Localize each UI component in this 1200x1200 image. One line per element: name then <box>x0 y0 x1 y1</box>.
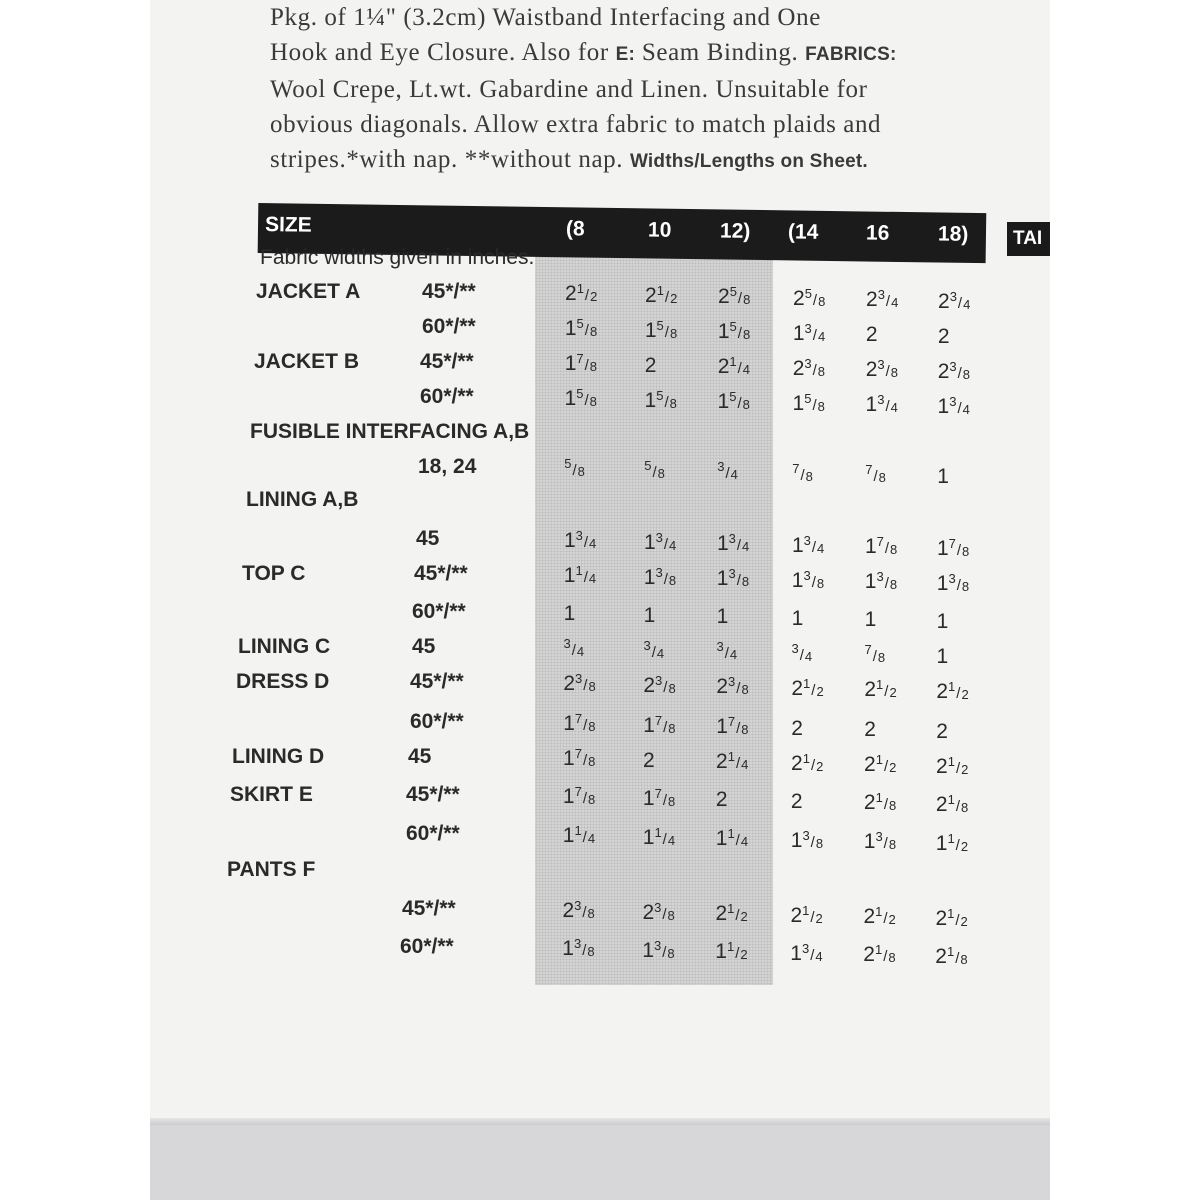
yardage-value: 1 <box>643 603 656 627</box>
yardage-value: $1^7/_8$ <box>864 534 898 559</box>
yardage-value: $1^5/_8$ <box>564 316 598 340</box>
fabric-width: 60*/** <box>400 935 454 958</box>
fabric-width: 60*/** <box>410 710 464 733</box>
yardage-value: $2^1/_8$ <box>935 944 968 968</box>
yardage-value: $1^3/_4$ <box>563 528 597 552</box>
yardage-value: 2 <box>865 323 878 347</box>
yardage-value: 2 <box>791 716 803 740</box>
fabric-width: 45*/** <box>414 562 468 585</box>
yardage-value: $2^1/_2$ <box>936 754 969 778</box>
yardage-value: $^3/_4$ <box>716 639 738 663</box>
yardage-value: $2^1/_2$ <box>791 675 824 700</box>
yardage-value: $1^7/_8$ <box>563 711 596 735</box>
yardage-value: $1^5/_8$ <box>644 317 678 342</box>
fabric-width: 45 <box>416 527 440 550</box>
yardage-value: $1^3/_4$ <box>792 320 826 345</box>
garment-label: TOP C <box>242 562 306 585</box>
yardage-value: 1 <box>937 465 949 488</box>
fabric-width: 60*/** <box>422 315 476 338</box>
yardage-value: $1^5/_8$ <box>644 387 677 412</box>
yardage-value: $1^7/_8$ <box>936 536 970 560</box>
yardage-value: $^7/_8$ <box>864 642 886 666</box>
yardage-value: $1^3/_8$ <box>790 827 824 852</box>
yardage-value: 2 <box>643 748 655 772</box>
intro-line-5a: stripes.*with nap. **without nap. <box>270 146 630 173</box>
size-header-3: (14 <box>787 220 819 244</box>
fabric-width: 60*/** <box>412 600 466 623</box>
yardage-value: $2^3/_8$ <box>642 899 675 924</box>
yardage-value: 1 <box>563 602 576 625</box>
fabric-width: 45*/** <box>406 783 460 806</box>
yardage-value: 1 <box>936 610 949 633</box>
yardage-value: $^7/_8$ <box>865 462 886 486</box>
yardage-value: $2^1/_4$ <box>717 354 751 379</box>
yardage-value: 1 <box>791 606 804 630</box>
yardage-value: $1^1/_4$ <box>642 824 676 849</box>
yardage-value: $2^1/_8$ <box>863 790 897 815</box>
intro-line-5 <box>270 142 990 179</box>
yardage-value: $1^3/_4$ <box>643 529 677 554</box>
garment-label: FUSIBLE INTERFACING A,B <box>250 420 530 443</box>
intro-line-2c: Seam Binding. <box>635 39 806 66</box>
yardage-value: $^5/_8$ <box>644 457 665 481</box>
yardage-value: $2^3/_8$ <box>562 898 595 922</box>
garment-label: LINING C <box>238 635 331 658</box>
yardage-value: 2 <box>936 720 948 743</box>
yardage-value: $1^3/_8$ <box>643 564 677 589</box>
yardage-value: $1^5/_8$ <box>792 390 825 415</box>
yardage-value: $2^1/_2$ <box>790 902 823 927</box>
yardage-value: 1 <box>716 605 729 629</box>
garment-label: LINING A,B <box>246 488 359 511</box>
garment-label: PANTS F <box>227 858 316 881</box>
yardage-value: $2^3/_8$ <box>937 359 971 383</box>
fabric-widths-note: Fabric widths given in inches. <box>260 246 535 269</box>
yardage-value: $2^1/_2$ <box>863 904 896 929</box>
adjacent-header-text: TAI <box>1013 228 1043 249</box>
intro-widths-note: Widths/Lengths on Sheet. <box>629 151 868 172</box>
size-header-5: 18) <box>937 222 969 246</box>
yardage-value: $^7/_8$ <box>792 460 813 484</box>
garment-label: JACKET B <box>254 350 360 373</box>
yardage-value: $2^1/_2$ <box>645 282 678 307</box>
yardage-value: $1^3/_4$ <box>865 392 898 417</box>
yardage-value: $2^1/_2$ <box>715 901 748 926</box>
intro-fabrics-heading: FABRICS: <box>805 44 897 65</box>
size-label: SIZE <box>264 213 312 237</box>
yardage-value: $1^3/_4$ <box>937 394 970 418</box>
yardage-value: $2^1/_8$ <box>935 792 969 816</box>
yardage-value: $2^1/_4$ <box>716 749 749 774</box>
fabric-width: 45*/** <box>422 280 476 303</box>
fabric-width: 60*/** <box>406 822 460 845</box>
yardage-value: $2^3/_4$ <box>938 289 971 313</box>
yardage-value: $2^3/_8$ <box>792 355 826 380</box>
fabric-width: 45*/** <box>410 670 464 693</box>
fabric-width: 18, 24 <box>418 455 477 478</box>
yardage-value: $^3/_4$ <box>643 637 665 661</box>
yardage-value: $1^3/_4$ <box>791 532 825 557</box>
yardage-value: 2 <box>790 789 803 813</box>
yardage-value: $1^5/_8$ <box>564 386 597 410</box>
yardage-value: 2 <box>864 718 876 742</box>
yardage-value: $1^7/_8$ <box>564 351 598 375</box>
adjacent-header-bar <box>1007 222 1050 256</box>
intro-line-4: obvious diagonals. Allow extra fabric to match plaids and <box>270 111 882 138</box>
yardage-value: $1^3/_8$ <box>863 829 897 854</box>
yardage-value: $1^1/_4$ <box>562 823 596 847</box>
size-header-2: 12) <box>719 219 751 243</box>
yardage-value: $2^1/_2$ <box>864 677 897 702</box>
garment-label: LINING D <box>232 745 325 768</box>
yardage-value: $1^7/_8$ <box>716 714 749 739</box>
yardage-value: $2^1/_2$ <box>935 906 968 930</box>
yardage-value: $1^1/_4$ <box>563 563 597 587</box>
yardage-value: $^3/_4$ <box>717 459 738 483</box>
yardage-value: $1^7/_8$ <box>562 784 596 808</box>
intro-line-2a: Hook and Eye Closure. Also for <box>270 39 616 66</box>
garment-label: DRESS D <box>236 670 330 693</box>
yardage-value: $1^1/_2$ <box>935 831 969 855</box>
yardage-value: 1 <box>936 645 949 668</box>
yardage-value: $2^3/_8$ <box>716 674 749 699</box>
yardage-value: $2^1/_8$ <box>863 942 896 967</box>
yardage-value: $2^3/_8$ <box>643 672 676 697</box>
yardage-value: $2^1/_2$ <box>565 281 598 305</box>
garment-label: JACKET A <box>256 280 361 303</box>
yardage-value: 1 <box>864 608 877 632</box>
yardage-value: $1^3/_8$ <box>791 567 825 592</box>
fabric-width: 45*/** <box>402 897 456 920</box>
yardage-value: $2^3/_8$ <box>865 357 899 382</box>
yardage-value: $2^1/_2$ <box>864 752 897 777</box>
yardage-value: $^3/_4$ <box>563 636 585 659</box>
fabric-notions-paragraph <box>270 0 990 179</box>
yardage-value: $1^3/_8$ <box>864 569 898 594</box>
size-header-4: 16 <box>865 221 890 245</box>
yardage-value: $1^1/_2$ <box>715 939 748 964</box>
fabric-width: 45 <box>412 635 436 658</box>
yardage-value: $1^7/_8$ <box>643 712 676 737</box>
intro-line-2 <box>270 35 990 72</box>
yardage-value: $1^1/_4$ <box>715 826 749 851</box>
yardage-value: $2^5/_8$ <box>718 284 751 309</box>
fabric-width: 45 <box>408 745 432 768</box>
yardage-value: $2^3/_8$ <box>563 671 596 695</box>
intro-line-3: Wool Crepe, Lt.wt. Gabardine and Linen. Unsuitable for <box>270 76 868 103</box>
intro-view-e: E: <box>615 44 636 65</box>
yardage-value: $1^3/_8$ <box>642 937 675 962</box>
yardage-value: $1^5/_8$ <box>717 319 751 344</box>
yardage-value: $2^1/_2$ <box>791 750 824 775</box>
page-below <box>150 1125 1050 1200</box>
yardage-value: $1^5/_8$ <box>717 389 750 414</box>
yardage-value: $1^3/_8$ <box>936 571 970 595</box>
yardage-value: $2^3/_4$ <box>866 287 899 312</box>
yardage-value: $^3/_4$ <box>791 640 813 664</box>
size-header-1: 10 <box>647 218 672 242</box>
yardage-value: 2 <box>715 788 728 812</box>
yardage-value: $1^3/_8$ <box>562 936 595 960</box>
yardage-value: $^5/_8$ <box>564 456 585 479</box>
yardage-value: $1^7/_8$ <box>642 785 676 810</box>
yardage-value: $2^5/_8$ <box>793 285 826 310</box>
garment-label: SKIRT E <box>230 783 313 806</box>
yardage-value: $1^3/_8$ <box>716 566 750 591</box>
yardage-value: $1^7/_8$ <box>563 746 596 770</box>
yardage-value: 2 <box>937 325 950 348</box>
yardage-value: $2^1/_2$ <box>936 679 969 703</box>
size-header-0: (8 <box>565 217 585 241</box>
fabric-width: 45*/** <box>420 350 474 373</box>
yardage-value: 2 <box>644 353 657 377</box>
fabric-width: 60*/** <box>420 385 474 408</box>
yardage-value: $1^3/_4$ <box>716 531 750 556</box>
yardage-value: $1^3/_4$ <box>790 940 823 965</box>
intro-line-1: Pkg. of 1¼" (3.2cm) Waistband Interfacing and One <box>270 4 821 31</box>
